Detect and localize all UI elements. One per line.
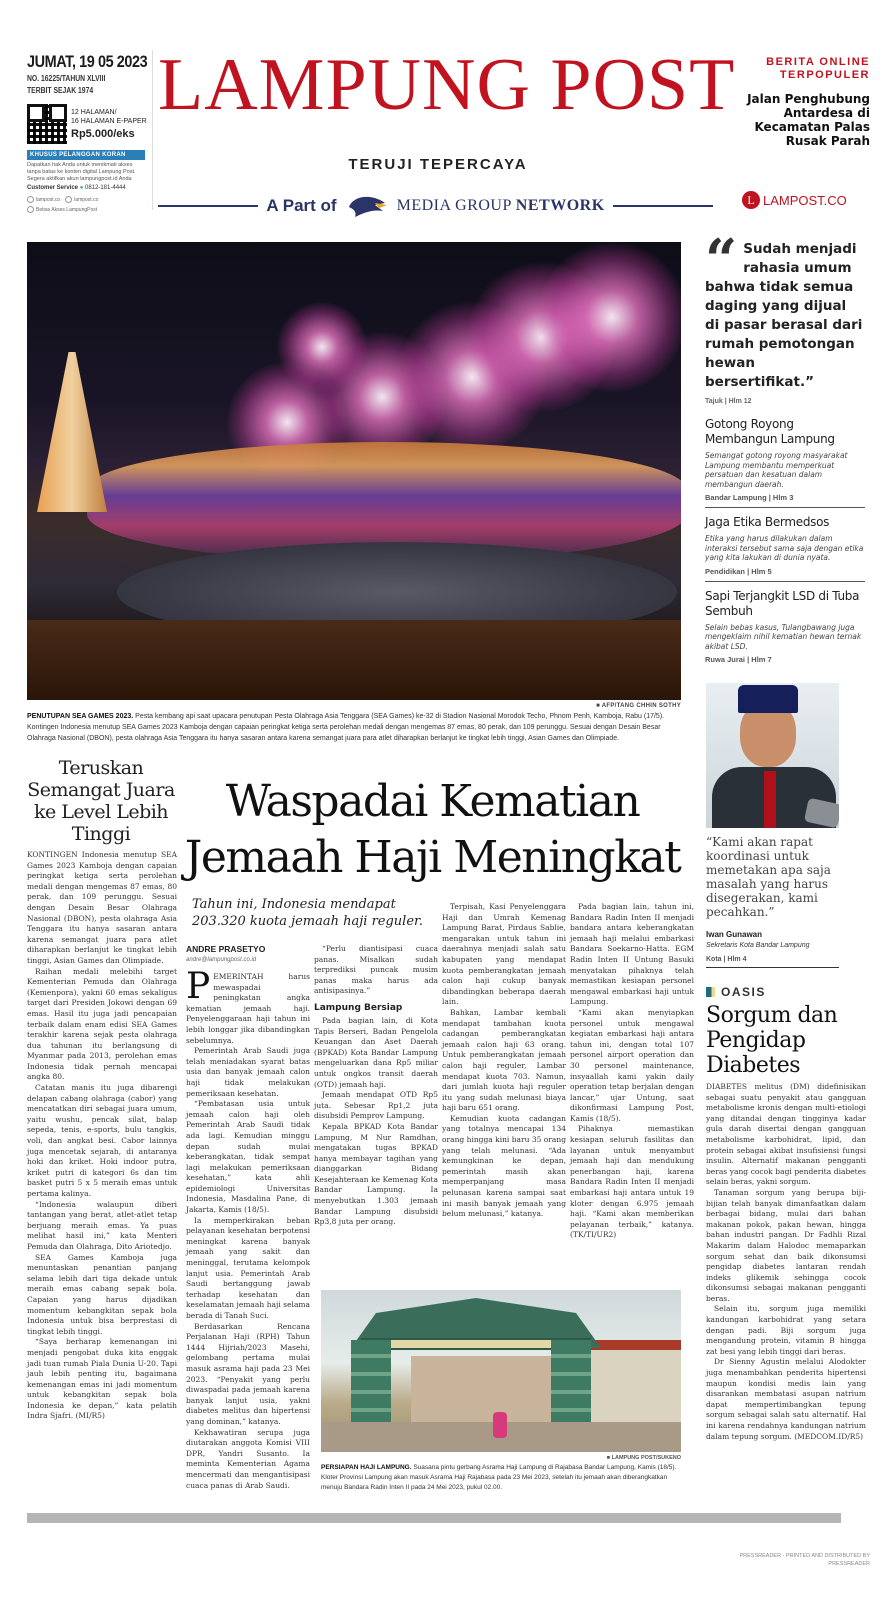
drop-cap: P xyxy=(186,966,211,1007)
social-instagram[interactable]: lampost.co xyxy=(27,196,60,204)
rule-left xyxy=(158,205,258,207)
online-title-1: BERITA ONLINE xyxy=(766,56,870,68)
author-email[interactable]: andre@lampungpost.co.id xyxy=(186,957,257,963)
online-title-2: TERPOPULER xyxy=(779,69,870,81)
masthead-info xyxy=(27,52,147,214)
photo-caption: PERSIAPAN HAJI LAMPUNG. Suasana pintu gerbang Asrama Haji Lampung di Rajabasa Bandar Lampung, Kamis (18/5). Kloter Provinsi Lampung akan masuk Asrama Haji Rajabasa pada 23 Mei 2023, setelah itu jemaah akan diberangkatkan menuju Bandara Radin Inten II pada 24 Mei 2023, pukul 02.00. xyxy=(321,1464,677,1491)
oasis-section-label: OASIS xyxy=(706,985,766,999)
oasis-headline: Sorgum dan Pengidap Diabetes xyxy=(706,1003,838,1078)
main-story-column-3: Terpisah, Kasi Penyelenggara Haji dan Umrah Kemenag Lampung Barat, Pirdaus Sablie, mengarakan untuk tahun ini daerahnya menjadi salah satu kabupaten yang mendapat kuota pemberangkatan jemaah calon haji cukup banyak dibandingkan beberapa daerah lain. Bahkan, Lambar kembali mendapat tambahan kuota cadangan pemberangkatan jemaah calon haji 63 orang. Untuk pemberangkatan jemaah calon haji reguler, Lambar mendapat kuota 703. Namun, dari jumlah kuota haji reguler itu yang sudah melunasi biaya haji baru 651 orang. Kemudian kuota cadangan yang totalnya mencapai 134 orang hingga kini baru 35 orang yang telah melunasi. “Ada kemungkinan ke depan, pemerintah masih akan memperpanjang masa pelunasan karena sampai saat ini masih banyak jemaah yang belum melunasi,” katanya. xyxy=(442,902,566,1219)
sea-games-fireworks-photo xyxy=(27,242,681,700)
divider xyxy=(706,967,839,968)
cs-phone[interactable]: 0812-181-4444 xyxy=(85,185,126,191)
person-quote: “Kami akan rapat koordinasi untuk memetakan apa saja masalah yang harus disegerakan, kami pecahkan.” xyxy=(706,835,831,919)
a-part-of-label: A Part of xyxy=(266,196,337,215)
person-name: Iwan Gunawan xyxy=(706,930,763,939)
since-year: TERBIT SEJAK 1974 xyxy=(27,86,94,95)
qr-code-icon[interactable] xyxy=(27,104,67,144)
oasis-body: DIABETES melitus (DM) didefinisikan sebagai suatu penyakit atau gangguan metabolisme kronis dengan multi-etiologi yang ditandai dengan tingginya kadar gula darah disertai dengan gangguan metabolisme karbohidrat, lipid, dan protein sebagai akibat insufisiensi fungsi insulin. Alternatif makanan pengganti beras yang cocok bagi penderita diabetes selain beras, yakni sorgum. Tanaman sorgum yang berupa biji-bijian telah banyak dimanfaatkan dalam berbagai bidang, mulai dari bahan makanan pokok, pakan hewan, hingga bahan industri pangan. Dr Fadhli Rizal Makarim dalam Halodoc memaparkan sorgum sehat dan baik dikonsumsi pengidap diabetes lantaran rendah indeks glikemik sehingga cocok dikonsumsi sebagai makanan pengganti beras. Selain itu, sorgum juga memiliki kandungan karbohidrat yang setara dengan padi. Biji sorgum juga mengandung protein, vitamin B hingga zat besi yang lebih tinggi dari beras. Dr Sienny Agustin melalui Alodokter juga menambahkan penderita hipertensi maupun kondisi medis lain yang disarankan membatasi asupan natrium dapat mempertimbangkan tepung sorgum sebagai salah satu alternatif. Hal ini karena rendahnya kandungan natrium dalam tepung sorgum. (MEDCOM.ID/R5) xyxy=(706,1082,866,1441)
quote-source: Tajuk | Hlm 12 xyxy=(705,398,752,405)
price: Rp5.000/eks xyxy=(71,128,135,140)
site-link[interactable] xyxy=(742,191,847,209)
customer-service-label: Customer Service xyxy=(27,185,79,191)
newspaper-logo[interactable]: LAMPUNG POST xyxy=(158,44,736,126)
editorial-quote: “ Sudah menjadi rahasia umum bahwa tidak semua daging yang dijual di pasar berasal dari rumah pemotongan hewan bersertifikat.” xyxy=(705,227,863,390)
online-headline[interactable]: Jalan Penghubung Antardesa di Kecamatan Palas Rusak Parah xyxy=(747,92,870,148)
subscriber-label: KHUSUS PELANGGAN KORAN xyxy=(27,150,145,160)
hajj-dormitory-gate-photo xyxy=(321,1290,681,1452)
main-deck: Tahun ini, Indonesia mendapat 203.320 kuota jemaah haji reguler. xyxy=(192,897,423,929)
main-story-column-4: Pada bagian lain, tahun ini, Bandara Radin Inten II menjadi bandara antara keberangkatan jemaah haji melalui embarkasi Bandara Soekarno-Hatta. EGM Radin Inten II Untung Basuki menyatakan pihaknya telah memastikan kesiapan personel mengawal embarkasi haji untuk Lampung. “Kami akan menyiapkan personel untuk mengawal kegiatan embarkasi haji antara tahun ini, dengan total 107 personel airport operation dan 30 personel maintenance, insyaallah kami yakin daily operation tetap berjalan dengan lancar,” ujar Untung, saat dikonfirmasi Lampung Post, Kamis (18/5). Pihaknya memastikan kesiapan seluruh fasilitas dan layanan untuk menyambut jemaah haji dan mendukung penerbangan haji, karena Bandara Radin Inten II menjadi embarkasi haji antara untuk 19 kloter dengan 6.975 jemaah haji. “Kami akan memberikan pelayanan terbaik,” katanya. (TK/TI/UR2) xyxy=(570,902,694,1240)
issue-number: NO. 16225/TAHUN XLVIII xyxy=(27,74,106,83)
twitter-icon xyxy=(65,196,72,203)
rule-right xyxy=(613,205,713,207)
media-group-text: MEDIA GROUP xyxy=(396,197,512,214)
oasis-marker-icon xyxy=(706,987,715,997)
left-story-body: KONTINGEN Indonesia menutup SEA Games 2023 Kamboja dengan capaian peringkat ketiga serta perolehan medali dengan mengemas 87 emas, 80 perak, dan 109 perunggu. Sesuai dengan Desain Besar Olahraga Nasional (DBON), pesta olahraga Asia Tenggara itu hanya sasaran antara karena semangat juara para atlet diharapkan berlanjut ke tingkat lebih tinggi, Asian Games dan Olimpiade. Raihan medali melebihi target Kementerian Pemuda dan Olahraga (Kemenpora), yakni 60 emas sekaligus target dari Presiden Jokowi dengan 69 emas. Hasil itu juga jadi pencapaian terbaik dalam enam edisi SEA Games terakhir karena sejak pesta olahraga dua tahunan itu berlangsung di Myanmar pada 2013, perolehan emas Indonesia tidak pernah mencapai angka 80. Catatan manis itu juga dibarengi delapan cabang olahraga (cabor) yang mencatatkan diri sebagai juara umum, yaitu wushu, pencak silat, balap sepeda, tenis, e-sports, bulu tangkis, voli, dan angkat besi. Cabor lainnya juga mencetak sejarah, di antaranya hoki dan kriket. Hoki indoor putra, kriket putri di kategori 6s dan tim basket putri 5 x 5 meraih emas untuk pertama kalinya. “Indonesia walaupun diberi tantangan yang berat, atlet-atlet tetap berjuang meraih emas. Ya puas melihat hasil ini,” kata Menteri Pemuda dan Olahraga, Dito Ariotedjo. SEA Games Kamboja juga menuntaskan penantian panjang selama lebih dari tiga dekade untuk meraih emas cabang sepak bola. Capaian yang harus dijadikan momentum kebangkitan sepak bola Indonesia untuk bisa berprestasi di tingkat lebih tinggi. “Saya berharap kemenangan ini menjadi pengobat duka kita enggak jadi tuan rumah Piala Dunia U-20. Tapi jauh lebih penting itu, bagaimana kemenangan emas ini jadi momentum untuk kebangkitan sepak bola Indonesia ke depan,” kata pelatih Indra Sjafri. (MI/R5) xyxy=(27,850,177,1421)
eagle-logo-icon xyxy=(345,193,389,219)
social-facebook[interactable]: Bebas Akses LampungPost xyxy=(27,206,97,214)
person-page-ref: Kota | Hlm 4 xyxy=(706,956,747,963)
person-role: Sekretaris Kota Bandar Lampung xyxy=(706,942,810,949)
main-story-column-1: PEMERINTAH harus mewaspadai peningkatan angka kematian jemaah haji. Penyelenggaraan haji tahun ini lebih longgar jika dibandingkan sebelumnya. Pemerintah Arab Saudi juga telah meniadakan syarat batas usia dan banyak jemaah calon haji tidak melakukan pemeriksaan kesehatan. “Pembatasan usia untuk jemaah calon haji oleh Pemerintah Arab Saudi tidak ada lagi. Kemudian minggu depan sudah mulai keberangkatan, tidak sempat lagi melakukan pemeriksaan kesehatan,” kata ahli epidemiologi Universitas Indonesia, Masdalina Pane, di Jakarta, Kamis (18/5). Ia memperkirakan beban pelayanan kesehatan berpotensi meningkat karena banyak jemaah yang sakit dan meninggal, terutama kelompok lanjut usia. Pemerintah Arab Saudi bertanggung jawab terhadap kesehatan dan keselamatan jemaah haji selama berada di Tanah Suci. Berdasarkan Rencana Perjalanan Haji (RPH) Tahun 1444 Hijriah/2023 Masehi, gelombang pertama mulai masuk asrama haji pada 23 Mei 2023. “Penyakit yang perlu diwaspadai pada jemaah karena banyak lanjut usia, yakni diabetes melitus dan hipertensi yang dominan,” katanya. Kekhawatiran serupa juga diutarakan anggota Komisi VIII DPR, Yandri Susanto. Ia meminta Kementerian Agama mencermati dan mengantisipasi cuaca panas di Arab Saudi. xyxy=(186,966,310,1490)
footer-bar xyxy=(27,1513,841,1523)
epaper-pages-count: 16 HALAMAN E-PAPER xyxy=(71,118,147,125)
left-story-headline: Teruskan Semangat Juara ke Level Lebih Tinggi xyxy=(27,757,175,845)
author-byline: ANDRE PRASETYO xyxy=(186,944,266,954)
pages-count: 12 HALAMAN/ xyxy=(71,109,117,116)
photo-credit: ■ LAMPUNG POST/SUKENO xyxy=(606,1455,681,1461)
instagram-icon xyxy=(27,196,34,203)
side-story[interactable]: Jaga Etika Bermedsos Etika yang harus dilakukan dalam interaksi tersebut sama saja dengan etika yang kita lakukan di dunia nyata. Pendidikan | Hlm 5 xyxy=(705,515,865,582)
whatsapp-icon: ● xyxy=(79,185,84,191)
photo-caption: PENUTUPAN SEA GAMES 2023. Pesta kembang api saat upacara penutupan Pesta Olahraga Asia Tenggara (SEA Games) ke-32 di Stadion Nasional Morodok Techo, Phnom Penh, Kamboja, Rabu (17/5). Kontingen Indonesia menutup SEA Games 2023 Kamboja dengan capaian peringkat ketiga serta perolehan medali dengan mengemas 87 emas, 80 perak, dan 109 perunggu. Sesuai dengan Desain Besar Olahraga Nasional (DBON), pesta olahraga Asia Tenggara itu hanya sasaran antara karena semangat juara para atlet diharapkan berlanjut ke tingkat lebih tinggi, Asian Games dan Olimpiade. xyxy=(27,713,665,742)
subheading: Lampung Bersiap xyxy=(314,1002,403,1013)
sidebar xyxy=(705,227,865,669)
facebook-icon xyxy=(27,206,34,213)
main-headline: Waspadai Kematian Jemaah Haji Meningkat xyxy=(184,776,681,883)
footer-note: PRESSREADER · PRINTED AND DISTRIBUTED BY PRESSREADER xyxy=(739,1553,870,1567)
divider xyxy=(152,50,153,210)
network-text: NETWORK xyxy=(515,197,605,214)
person-portrait xyxy=(706,683,839,828)
quote-mark-icon: “ xyxy=(705,227,738,293)
online-popular xyxy=(745,56,870,148)
social-twitter[interactable]: lampost.co xyxy=(65,196,98,204)
side-story[interactable]: Gotong Royong Membangun Lampung Semangat gotong royong masyarakat Lampung membantu memperkuat persatuan dan kesatuan dalam membangun daerah. Bandar Lampung | Hlm 3 xyxy=(705,417,865,508)
main-story-column-2: “Perlu diantisipasi cuaca panas. Misalkan sudah terprediksi puncak musim panas maka harus ada antisipasinya.” Lampung Bersiap Pada bagian lain, di Kota Tapis Berseri, Badan Pengelola Keuangan dan Aset Daerah (BPKAD) Kota Bandar Lampung mengeluarkan dana Rp5 miliar untuk ongkos transit daerah (OTD) jemaah haji. Jemaah mendapat OTD Rp5 juta. Sebesar Rp1,2 juta disubsidi Pemprov Lampung. Kepala BPKAD Kota Bandar Lampung, M Nur Ramdhan, mengatakan tugas BPKAD hanya membayar tagihan yang dianggarkan Bidang Kesejahteraan ke Kemenag Kota Bandar Lampung. Ia menyebutkan 1.303 jemaah Bandar Lampung disubsidi Rp3,8 juta per orang. xyxy=(314,944,438,1227)
subscriber-text: Dapatkan hak Anda untuk menikmati akses tanpa batas ke konten digital Lampung Post. Segera aktifkan akun lampungpost.id Anda xyxy=(27,162,136,182)
side-story[interactable]: Sapi Terjangkit LSD di Tuba Sembuh Selain bebas kasus, Tulangbawang juga mengeklaim nihil kematian hewan ternak akibat LSD. Ruwa Jurai | Hlm 7 xyxy=(705,588,862,664)
media-group-banner xyxy=(158,192,713,220)
photo-credit: ■ AFP/TANG CHHIN SOTHY xyxy=(596,703,681,709)
tagline: TERUJI TEPERCAYA xyxy=(348,156,528,173)
issue-date: JUMAT, 19 05 2023 xyxy=(27,52,148,71)
site-name: LAMPOST.CO xyxy=(763,192,847,208)
lampost-logo-icon: L xyxy=(742,191,760,209)
